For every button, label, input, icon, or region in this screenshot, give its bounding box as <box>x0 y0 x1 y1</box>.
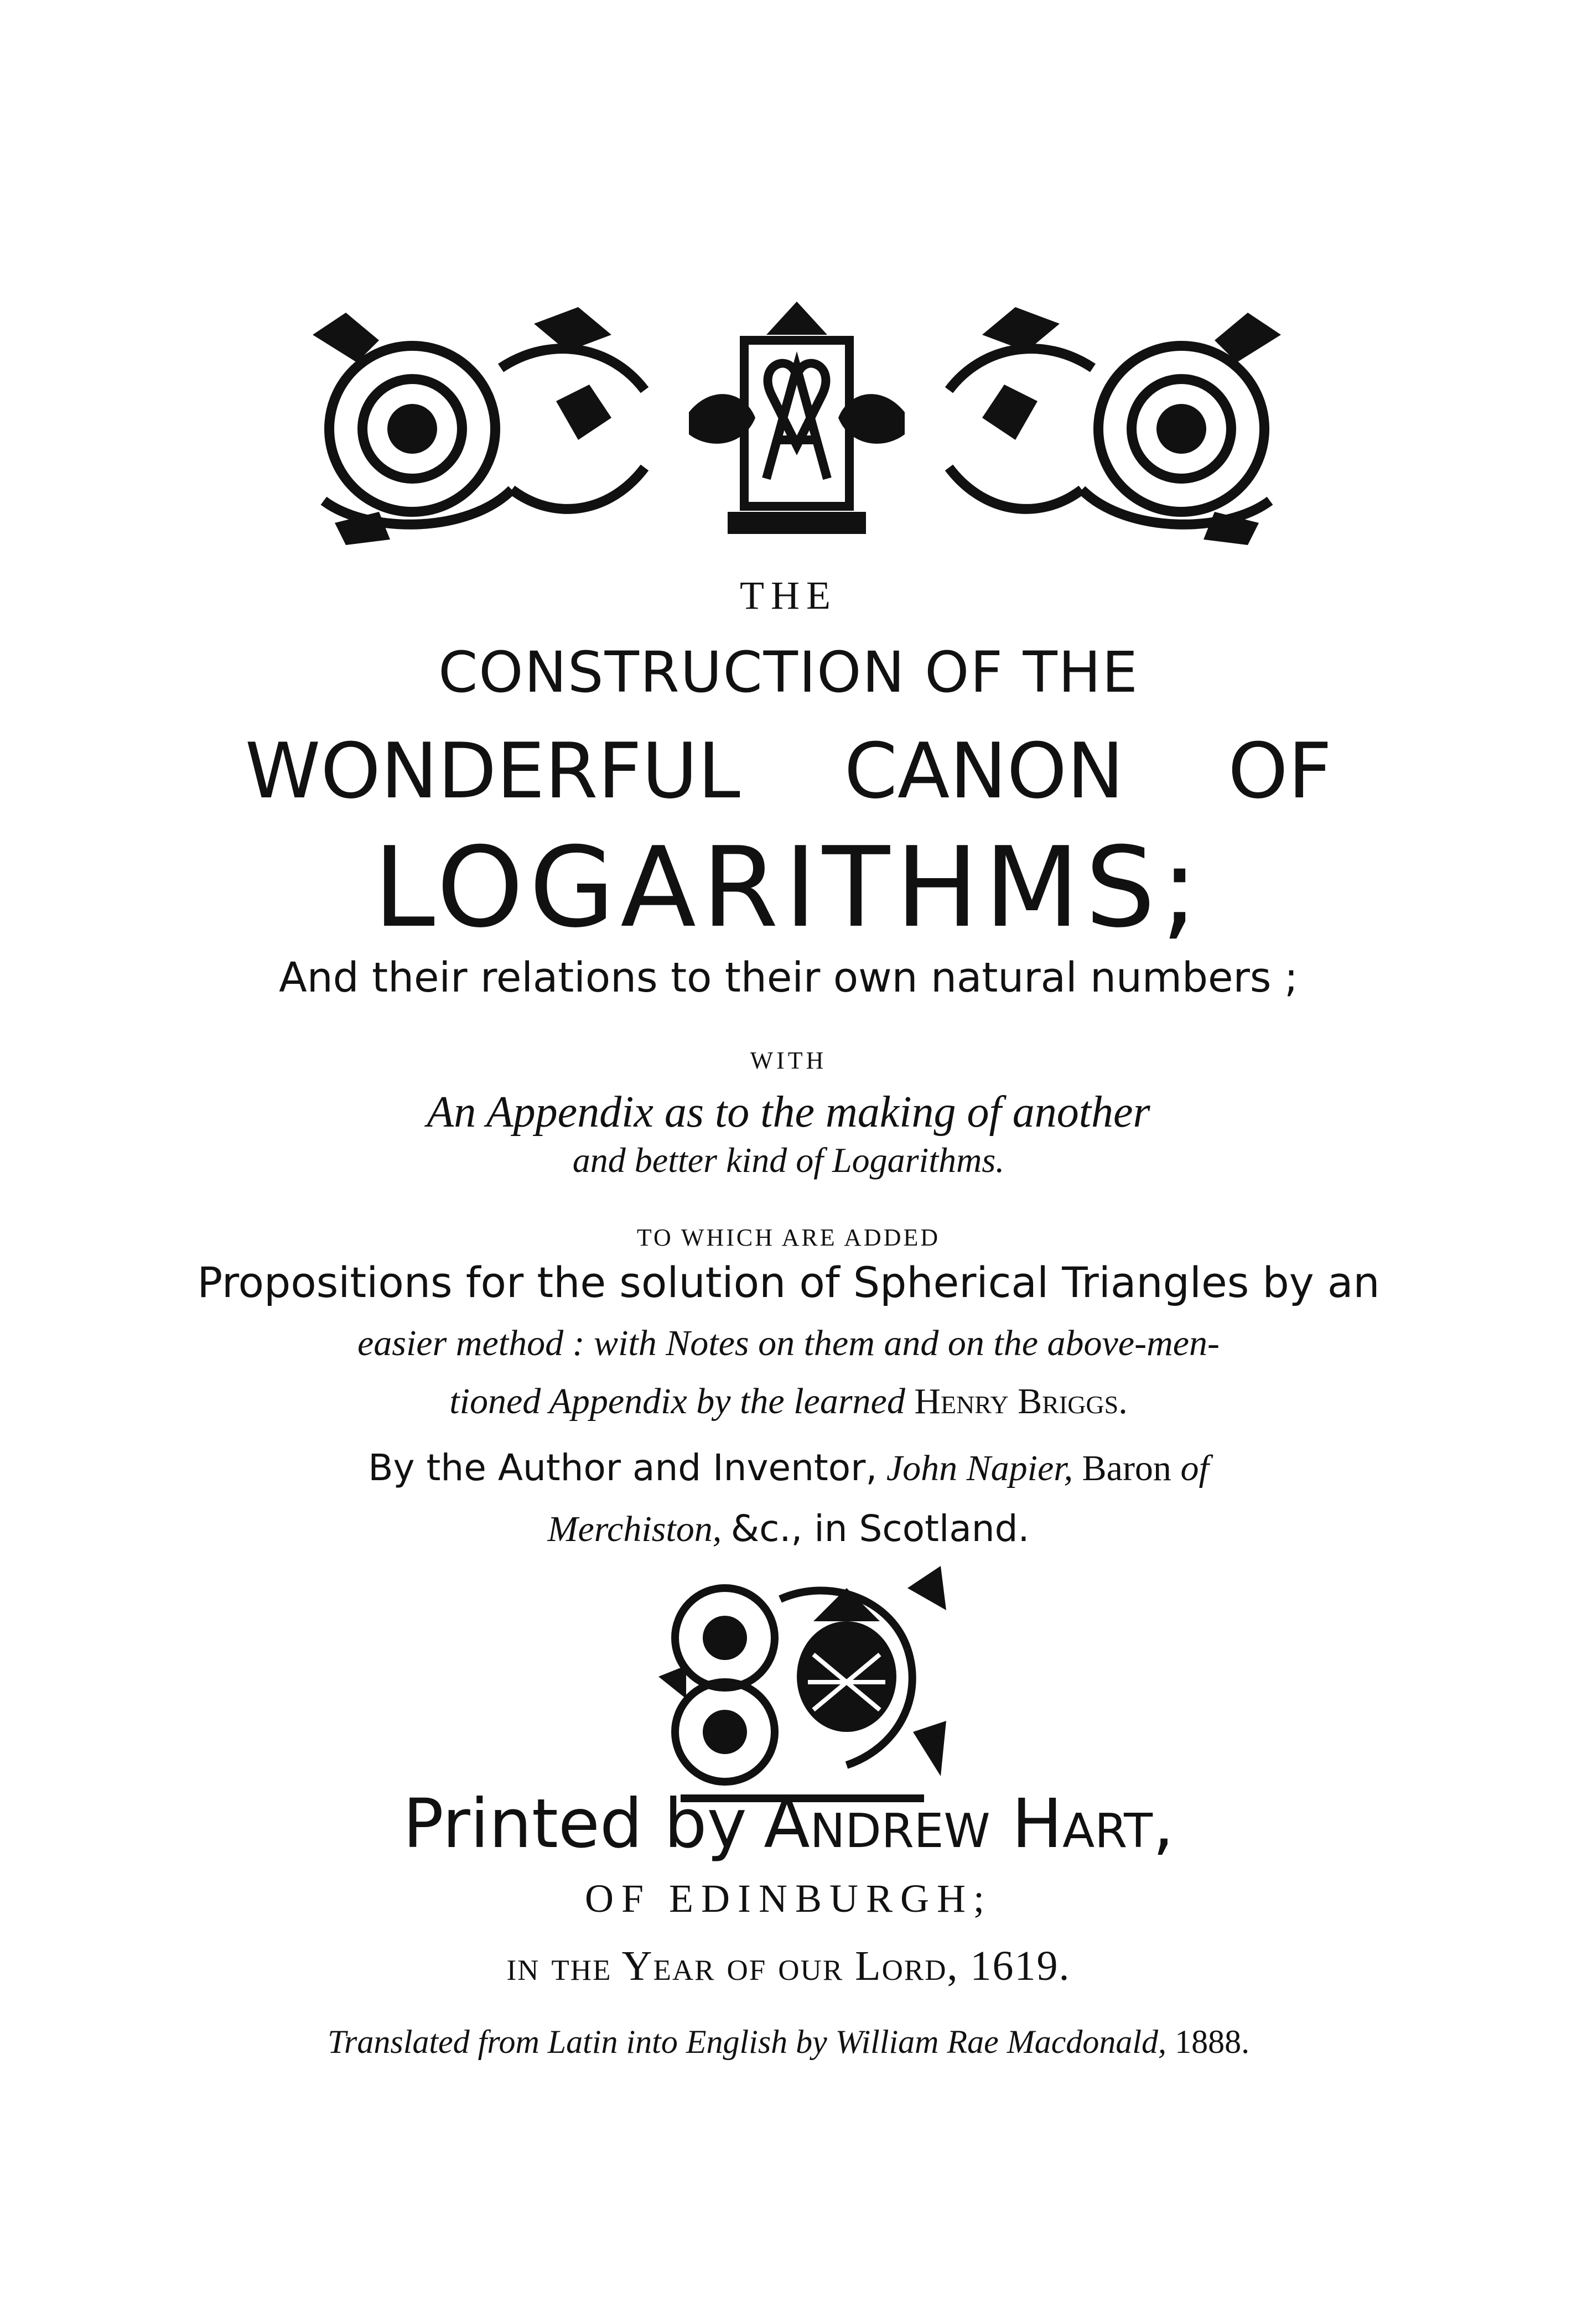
title-word-of: OF <box>1228 727 1332 816</box>
propositions-line-3-italic: tioned Appendix by the learned <box>449 1381 905 1422</box>
translation-year: 1888. <box>1175 2024 1250 2060</box>
imprint-line-2: OF EDINBURGH; <box>584 1876 993 1921</box>
title-line-3: LOGARITHMS; <box>373 823 1204 952</box>
appendix-line-2: and better kind of Logarithms. <box>572 1140 1005 1180</box>
thistle-ornament <box>647 1566 952 1804</box>
propositions-line-3 <box>0 1383 1577 1420</box>
author-line-1 <box>0 1446 1577 1489</box>
napier-name: John Napier, <box>886 1448 1073 1488</box>
title-word-canon: CANON <box>844 727 1124 816</box>
printer-name: Andrew Hart, <box>764 1784 1174 1863</box>
scotland-text: &c., in Scotland. <box>730 1507 1030 1550</box>
title-the: THE <box>740 573 837 618</box>
imprint-line-1 <box>0 1784 1577 1863</box>
title-line-1: CONSTRUCTION OF THE <box>438 640 1139 706</box>
imprint-line-3: in the Year of our Lord, 1619. <box>506 1943 1071 1989</box>
translation-italic: Translated from Latin into English by William Rae Macdonald, <box>327 2024 1167 2060</box>
translation-credit <box>0 2025 1577 2058</box>
printed-by: Printed by <box>403 1784 747 1863</box>
subtitle: And their relations to their own natural numbers ; <box>279 954 1298 1002</box>
author-line-2 <box>0 1507 1577 1550</box>
merchiston-name: Merchiston, <box>547 1509 722 1549</box>
baron-word: Baron <box>1082 1448 1171 1488</box>
headpiece-ornament <box>302 302 1292 545</box>
with-label: WITH <box>750 1047 827 1074</box>
briggs-name: Henry Briggs. <box>914 1381 1128 1422</box>
appendix-line-1: An Appendix as to the making of another <box>427 1088 1150 1137</box>
propositions-line-2: easier method : with Notes on them and on the above-men- <box>357 1323 1220 1363</box>
title-line-2 <box>0 727 1577 816</box>
author-intro: By the Author and Inventor, <box>368 1446 878 1489</box>
of-word: of <box>1180 1448 1209 1488</box>
added-label: TO WHICH ARE ADDED <box>636 1224 941 1251</box>
title-word-wonderful: WONDERFUL <box>245 727 740 816</box>
propositions-line-1: Propositions for the solution of Spherical Triangles by an <box>197 1258 1380 1307</box>
